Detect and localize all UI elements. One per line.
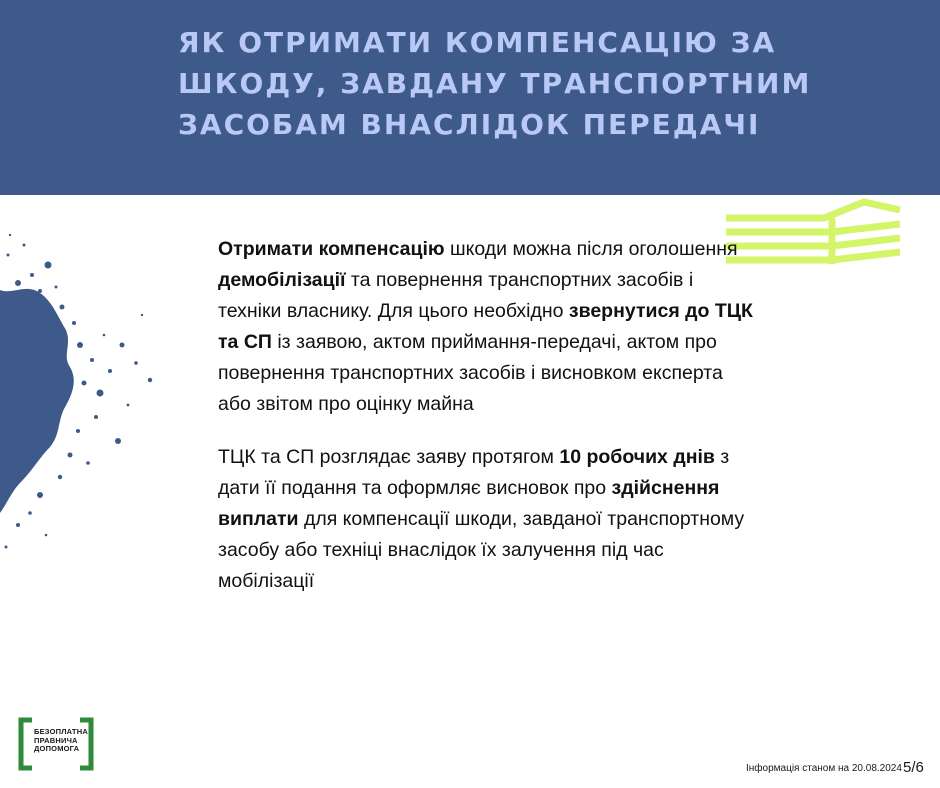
paint-splash-decoration <box>0 195 170 595</box>
paragraph-1 <box>218 234 758 420</box>
bold-text: 10 робочих днів <box>559 446 715 468</box>
bold-text: Отримати компенсацію <box>218 238 445 260</box>
text-span: ТЦК та СП розглядає заяву протягом <box>218 446 560 468</box>
text-span: з дати її подання та оформляє висновок про <box>218 446 730 499</box>
bold-text: звернутися до ТЦК та СП <box>218 300 753 353</box>
text-span: шкоди можна після оголошення <box>444 238 738 260</box>
page-title: ЯК ОТРИМАТИ КОМПЕНСАЦІЮ ЗА ШКОДУ, ЗАВДАНУ ТРАНСПОРТНИМ ЗАСОБАМ ВНАСЛІДОК ПЕРЕДАЧІ <box>178 26 812 141</box>
paragraph-2 <box>218 442 758 597</box>
logo-line: ПРАВНИЧА <box>34 735 78 745</box>
info-date: Інформація станом на 20.08.2024 <box>746 763 902 774</box>
logo-line: ДОПОМОГА <box>34 744 80 753</box>
body-text <box>218 234 758 619</box>
logo-line: БЕЗОПЛАТНА <box>34 727 88 736</box>
bold-text: демобілізації <box>218 269 346 291</box>
bold-text: здійснення виплати <box>218 477 720 530</box>
text-span: із заявою, актом приймання-передачі, актом про повернення транспортних засобів і висновком експерта або звітом про оцінку майна <box>218 331 723 415</box>
logo-text <box>34 727 88 754</box>
header-banner <box>0 0 940 195</box>
text-span: для компенсації шкоди, завданої транспортному засобу або техніці внаслідок їх залучення під час мобілізації <box>218 508 745 592</box>
legal-aid-logo <box>18 717 94 771</box>
page-number: 5/6 <box>903 759 924 776</box>
text-span: та повернення транспортних засобів і техніки власнику. Для цього необхідно <box>218 269 694 322</box>
